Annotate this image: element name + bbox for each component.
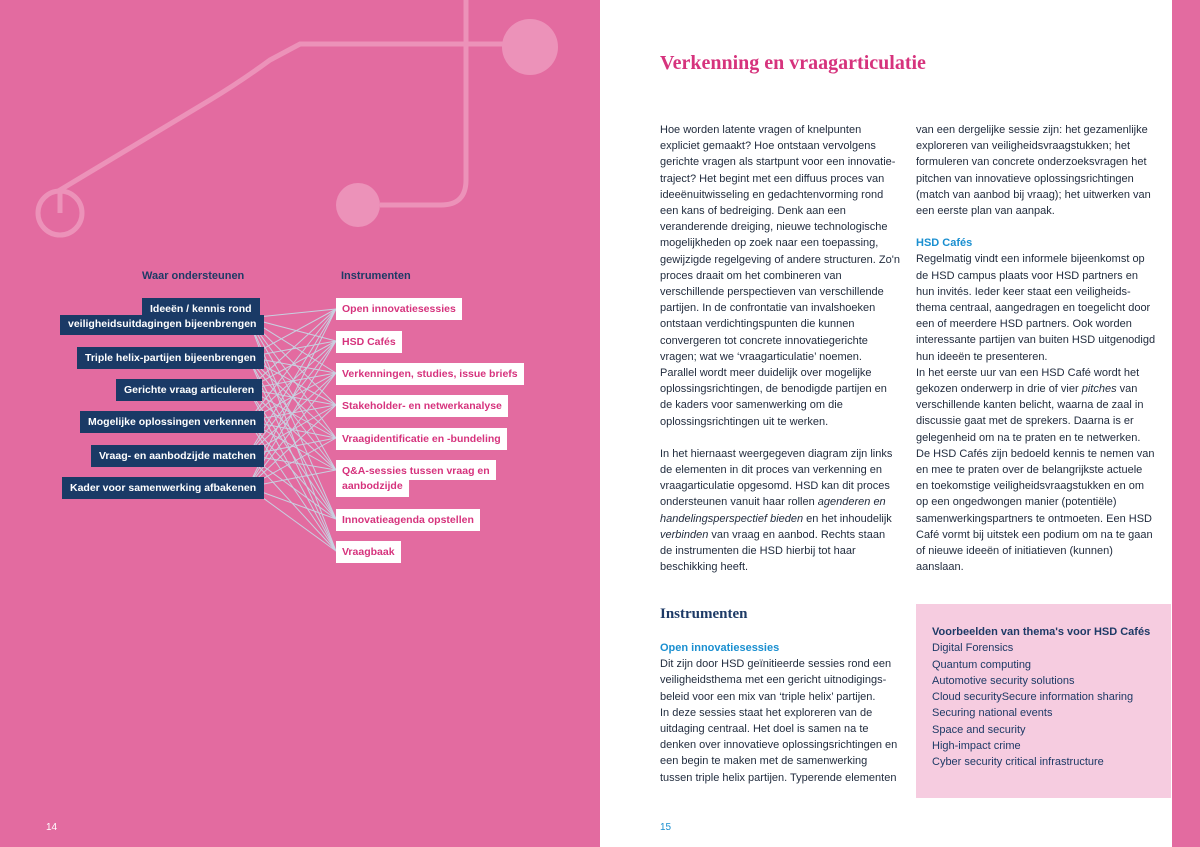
paragraph-open-sessions-1: Dit zijn door HSD geïnitieerde sessies rond een veiligheidsthema met een gericht uitnodigings-beleid voor een mix van ‘triple helix’ partijen.	[660, 658, 892, 703]
connector-lines	[0, 0, 600, 600]
instrument-item-stakeholder: Stakeholder- en netwerkanalyse	[336, 395, 508, 417]
cafe-theme-item: Space and security	[932, 723, 1026, 736]
instrument-item-qa: Q&A-sessies tussen vraag en	[336, 460, 496, 480]
paragraph-cafes-1: Regelmatig vindt een informele bijeenkomst op de HSD campus plaats voor HSD partners en hun invités. Ieder keer staat een veiligheids-thema centraal, aangedragen en toegelicht door een of meerdere HSD partners. Ook worden interessante partijen van buiten HSD uitgenodigd hun ideeën te presenteren.	[916, 253, 1156, 363]
paragraph-open-sessions-2: In deze sessies staat het exploreren van de uitdaging centraal. Het doel is samen na te denken over innovatieve oplossingsrichtingen en een begin te maken met de samenwerking tussen triple helix partijen. Typerende elementen	[660, 706, 898, 784]
cafe-theme-item: Securing national events	[932, 707, 1053, 720]
instrument-item-identification: Vraagidentificatie en -bundeling	[336, 428, 507, 450]
body-column-1	[660, 122, 900, 591]
instrument-item-hsd-cafes: HSD Cafés	[336, 331, 402, 353]
body-column-3	[660, 640, 900, 786]
support-item-framework: Kader voor samenwerking afbakenen	[62, 477, 264, 499]
subheading-open-sessions: Open innovatiesessies	[660, 642, 780, 654]
instrument-item-qa-cont: aanbodzijde	[336, 478, 409, 497]
cafe-theme-item-row	[932, 689, 1155, 705]
body-column-2	[916, 122, 1156, 575]
section-title-instrumenten: Instrumenten	[660, 606, 748, 622]
right-page	[600, 0, 1200, 847]
support-item-solutions: Mogelijke oplossingen verkennen	[80, 411, 264, 433]
support-item-match: Vraag- en aanbodzijde matchen	[91, 445, 264, 467]
cafe-themes-heading: Voorbeelden van thema's voor HSD Cafés	[932, 626, 1151, 638]
subheading-hsd-cafes: HSD Cafés	[916, 237, 973, 250]
cafe-theme-item: Digital Forensics	[932, 642, 1014, 655]
support-item-ideas-cont: veiligheidsuitdagingen bijeenbrengen	[60, 315, 264, 335]
cafe-theme-item: Cyber security critical infrastructure	[932, 756, 1104, 769]
cafe-themes-box	[916, 604, 1171, 798]
support-item-question: Gerichte vraag articuleren	[116, 379, 262, 401]
paragraph-cafes-2: In het eerste uur van een HSD Café wordt het gekozen onderwerp in drie of vier pitches van verschillende kanten belicht, waarna de zaal in discussie gaat met de sprekers. Daarna is er gelegenheid om na te praten en te netwerken. De HSD Cafés zijn bedoeld kennis te nemen van en mee te praten over de belangrijkste actuele en toekomstige veiligheidsvraagstukken en om op een ongedwongen manier (potentiële) samenwerkingspartners te ontmoeten. Een HSD Café vormt bij uitstek een podium om na te gaan of nieuwe ideeën of initiatieven (kunnen) aanslaan.	[916, 366, 1155, 574]
support-item-triple-helix: Triple helix-partijen bijeenbrengen	[77, 347, 264, 369]
cafe-theme-item: Secure information sharing	[1001, 691, 1134, 704]
instrument-item-open-sessions: Open innovatiesessies	[336, 298, 462, 320]
instrument-heading: Instrumenten	[341, 270, 411, 282]
paragraph-diagram: In het hiernaast weergegeven diagram zijn links de elementen in dit proces van verkenning en vraagarticulatie opgesomd. HSD kan dit proces ondersteunen vanuit haar rollen agenderen en handelingsperspectief bieden en het inhoudelijk verbinden van vraag en aanbod. Rechts staan de instrumenten die HSD hierbij tot haar beschikking heeft.	[660, 447, 893, 574]
cafe-theme-item: Cloud security	[932, 691, 1002, 704]
support-heading: Waar ondersteunen	[142, 270, 245, 282]
instrument-item-helpdesk: Vraagbaak	[336, 541, 401, 563]
page-title: Verkenning en vraagarticulatie	[660, 52, 926, 74]
paragraph-session-elements: van een dergelijke sessie zijn: het gezamenlijke exploreren van veiligheidsvraagstukken; het formuleren van concrete onderzoeksvragen het pitchen van innovatieve oplossingsrichtingen (match van aanbod bij vraag); het uitwerken van een eerste plan van aanpak.	[916, 124, 1151, 218]
instrument-item-agenda: Innovatieagenda opstellen	[336, 509, 480, 531]
page-number-left: 14	[46, 822, 58, 833]
cafe-theme-item: Automotive security solutions	[932, 674, 1075, 687]
cafe-theme-item: High-impact crime	[932, 740, 1021, 753]
page-number-right: 15	[660, 822, 672, 833]
instrument-item-studies: Verkenningen, studies, issue briefs	[336, 363, 524, 385]
right-edge-strip	[1172, 0, 1200, 847]
paragraph-intro: Hoe worden latente vragen of knelpunten expliciet gemaakt? Hoe ontstaan vervolgens gerichte vragen als startpunt voor een innovatie-traject? Het begint met een diffuus proces van ideeënuitwisseling en gedachtenvorming rond een kans of bedreiging. Denk aan een veranderende dreiging, nieuwe technologische mogelijkheden op zoek naar een toepassing, gewijzigde regelgeving of andere structuren. Zo'n proces draait om het combineren van verschillende perspectieven van verschillende partijen. In de confrontatie van invalshoeken ontstaan verdichtingspunten die kunnen convergeren tot concrete innovatiegerichte vragen; wat we ‘vraagarticulatie’ noemen. Parallel wordt meer duidelijk over mogelijke oplossingsrichtingen, de benodigde partijen en de kaders voor samenwerking om die oplossingsrichtingen uit te werken.	[660, 124, 900, 428]
support-item-ideas: Ideeën / kennis rond	[142, 298, 260, 318]
cafe-theme-item: Quantum computing	[932, 658, 1032, 671]
